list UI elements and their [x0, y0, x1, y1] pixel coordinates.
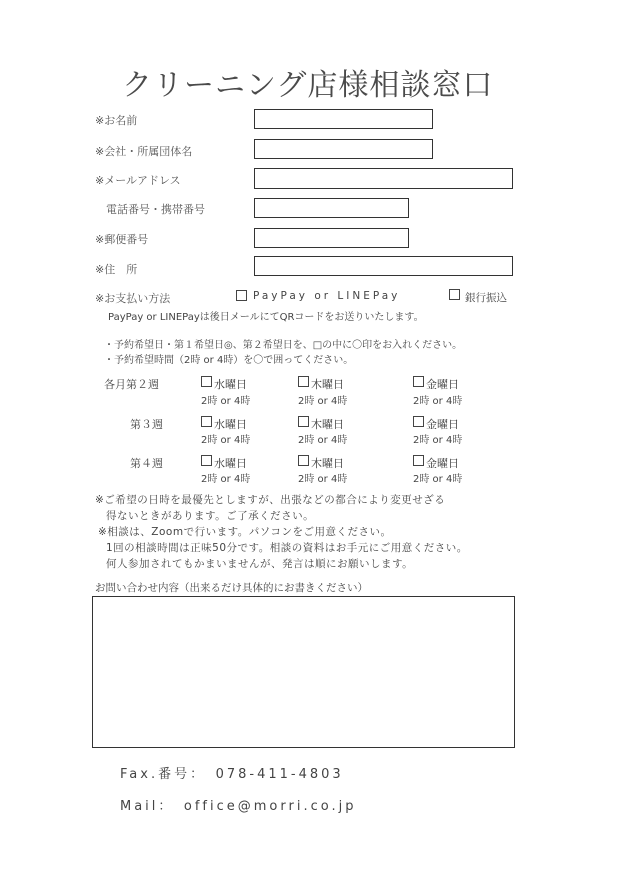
bank-option-label: 銀行振込 [465, 292, 507, 304]
postal-field[interactable] [254, 228, 409, 248]
name-label: ※お名前 [95, 114, 138, 127]
paypay-option-label: PayPay or LINEPay [253, 290, 401, 302]
time-option[interactable]: 2時 or 4時 [298, 474, 348, 485]
page-title: クリーニング店様相談窓口 [122, 68, 494, 103]
day-label: 水曜日 [214, 457, 247, 470]
week-label: 第３週 [130, 418, 163, 431]
day-label: 金曜日 [426, 378, 459, 391]
payment-label: ※お支払い方法 [95, 292, 171, 305]
note-line-3: ※相談は、Zoomで行います。パソコンをご用意ください。 [98, 526, 392, 538]
day-label: 金曜日 [426, 457, 459, 470]
week-label: 各月第２週 [104, 378, 159, 391]
thu-checkbox[interactable] [298, 455, 309, 466]
fri-checkbox[interactable] [413, 455, 424, 466]
wed-checkbox[interactable] [201, 416, 212, 427]
day-label: 水曜日 [214, 378, 247, 391]
company-field[interactable] [254, 139, 433, 159]
day-label: 木曜日 [311, 378, 344, 391]
thu-checkbox[interactable] [298, 416, 309, 427]
time-option[interactable]: 2時 or 4時 [298, 435, 348, 446]
time-option[interactable]: 2時 or 4時 [201, 396, 251, 407]
wed-checkbox[interactable] [201, 376, 212, 387]
day-label: 木曜日 [311, 418, 344, 431]
day-label: 金曜日 [426, 418, 459, 431]
time-option[interactable]: 2時 or 4時 [201, 435, 251, 446]
instruction-line-2: ・予約希望時間（2時 or 4時）を〇で囲ってください。 [104, 355, 354, 366]
note-line-5: 何人参加されてもかまいませんが、発言は順にお願いします。 [106, 558, 414, 570]
wed-checkbox[interactable] [201, 455, 212, 466]
time-option[interactable]: 2時 or 4時 [413, 396, 463, 407]
inquiry-textarea[interactable] [92, 596, 515, 748]
bank-checkbox[interactable] [449, 289, 460, 300]
week-label: 第４週 [130, 457, 163, 470]
name-field[interactable] [254, 109, 433, 129]
phone-field[interactable] [254, 198, 409, 218]
note-line-2: 得ないときがあります。ご了承ください。 [106, 510, 315, 522]
day-label: 木曜日 [311, 457, 344, 470]
day-label: 水曜日 [214, 418, 247, 431]
time-option[interactable]: 2時 or 4時 [201, 474, 251, 485]
fax-number: Fax.番号： 078-411-4803 [120, 767, 344, 782]
phone-label: 電話番号・携帯番号 [106, 203, 205, 216]
email-field[interactable] [254, 168, 513, 189]
note-line-1: ※ご希望の日時を最優先としますが、出張などの都合により変更せざる [95, 494, 446, 506]
fri-checkbox[interactable] [413, 416, 424, 427]
inquiry-label: お問い合わせ内容（出来るだけ具体的にお書きください） [95, 582, 368, 594]
fri-checkbox[interactable] [413, 376, 424, 387]
time-option[interactable]: 2時 or 4時 [298, 396, 348, 407]
postal-label: ※郵便番号 [95, 233, 149, 246]
address-label: ※住 所 [95, 263, 138, 276]
payment-note: PayPay or LINEPayは後日メールにてQRコードをお送りいたします。 [108, 312, 424, 323]
company-label: ※会社・所属団体名 [95, 145, 193, 158]
paypay-checkbox[interactable] [236, 290, 247, 301]
instruction-line-1: ・予約希望日・第１希望日◎、第２希望日を、□の中に〇印をお入れください。 [104, 340, 463, 351]
note-line-4: 1回の相談時間は正味50分です。相談の資料はお手元にご用意ください。 [106, 542, 468, 554]
time-option[interactable]: 2時 or 4時 [413, 435, 463, 446]
thu-checkbox[interactable] [298, 376, 309, 387]
time-option[interactable]: 2時 or 4時 [413, 474, 463, 485]
mail-address[interactable]: Mail： office@morri.co.jp [120, 799, 357, 814]
address-field[interactable] [254, 256, 513, 276]
email-label: ※メールアドレス [95, 174, 181, 187]
